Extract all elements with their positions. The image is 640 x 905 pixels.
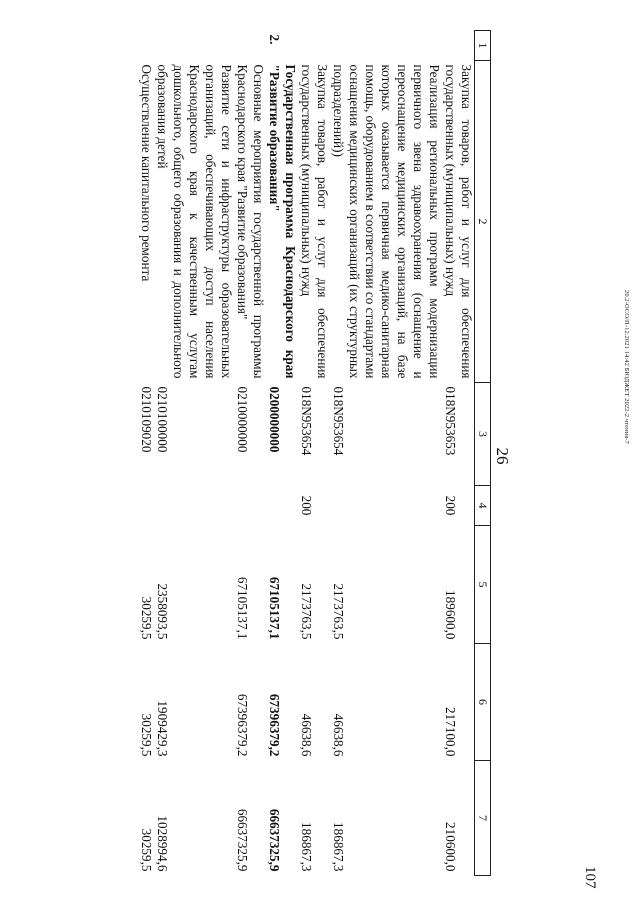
table-row [442,31,475,876]
row-value-col7: 1028994,6 [155,815,170,872]
header-col-1: 1 [475,31,491,61]
row-value-col7: 30259,5 [139,828,154,872]
table-row [298,31,330,876]
row-vr [266,486,298,526]
row-value-col5: 67105137,1 [267,576,282,640]
row-code: 018N953653 [443,386,458,456]
row-value-col7: 66637325,9 [267,808,282,872]
row-name: Закупка товаров, работ и услуг для обеспечения государственных (муниципальных) нужд [443,64,474,379]
table-row [234,31,266,876]
footer-code: 20.2-ОСО/П-12.2021 14:42 БЮДЖЕТ 2022-2 чтения-7 [623,290,630,445]
table-row-program [266,31,298,876]
header-col-3: 3 [475,383,491,486]
footer-number: 107 [582,866,598,889]
row-number: 2. [267,34,282,45]
header-col-2: 2 [475,61,491,383]
row-number [234,31,266,61]
row-value-col6: 30259,5 [139,713,154,757]
row-code: 0210000000 [235,386,250,453]
row-value-col6: 46638,6 [331,713,346,757]
table-row [330,31,442,876]
row-value-col5: 2358093,5 [155,583,170,640]
row-value-col7: 210600,0 [443,822,458,872]
table-header-row [475,31,491,876]
row-value-col7: 186867,3 [331,822,346,872]
page-number: 26 [493,447,512,465]
row-name: Осуществление капитального ремонта [139,64,154,282]
row-number [442,31,475,61]
row-vr [330,486,442,526]
header-col-5: 5 [475,526,491,644]
row-value-col6: 1909429,3 [155,700,170,757]
table-row [138,31,154,876]
row-value-col7: 66637325,9 [235,808,250,872]
row-code: 0210109020 [139,386,154,453]
row-value-col6: 217100,0 [443,707,458,757]
budget-table [138,30,491,876]
row-number [330,31,442,61]
row-name: Реализация региональных программ модернизации первичного звена здравоохранения (оснащение и переоснащение медицинских организаций, на базе которых оказывается первичная медико-санитарная помощь, оборудованием в соответствии со стандартами оснащения медицинских организаций (их структурных подразделений)) [331,64,442,379]
row-vr: 200 [443,495,458,516]
row-vr: 200 [299,495,314,516]
table-row [154,31,234,876]
row-value-col7: 186867,3 [299,822,314,872]
row-name: Основные мероприятия государственной программы Краснодарского края "Развитие образования" [235,64,266,379]
row-name: Закупка товаров, работ и услуг для обеспечения государственных (муниципальных) нужд [299,64,330,379]
row-value-col5: 189600,0 [443,590,458,640]
row-value-col6: 46638,6 [299,713,314,757]
row-number [298,31,330,61]
row-vr [234,486,266,526]
row-code: 018N953654 [299,386,314,456]
header-col-4: 4 [475,486,491,526]
row-value-col6: 67396379,2 [235,693,250,757]
row-value-col5: 2173763,5 [331,583,346,640]
row-name: Государственная программа Краснодарского края "Развитие образования" [267,64,298,379]
header-col-7: 7 [475,761,491,876]
row-code: 0210100000 [155,386,170,453]
row-value-col6: 67396379,2 [267,693,282,757]
row-code: 0200000000 [267,386,282,453]
row-value-col5: 30259,5 [139,596,154,640]
row-vr [154,486,234,526]
row-number [138,31,154,61]
row-number [154,31,234,61]
row-name: Развитие сети и инфраструктуры образовательных организаций, обеспечивающих доступ населения Краснодарского края к качественным услугам дошкольного, общего образования и дополнительного образования детей [155,64,234,379]
row-value-col5: 67105137,1 [235,576,250,640]
header-col-6: 6 [475,644,491,761]
row-code: 018N953654 [331,386,346,456]
row-vr [138,486,154,526]
row-value-col5: 2173763,5 [299,583,314,640]
